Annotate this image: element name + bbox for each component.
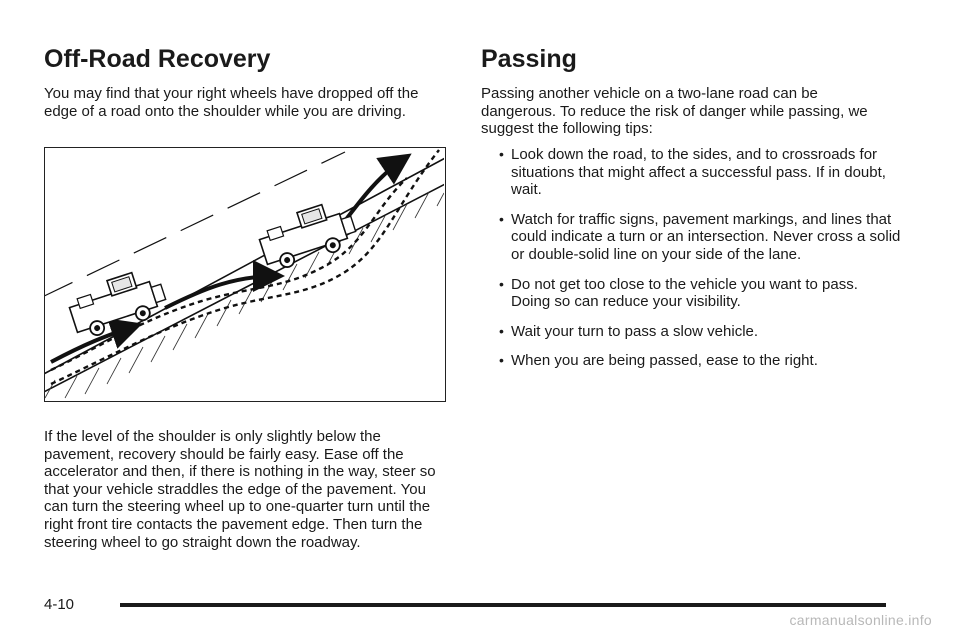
section-heading-passing: Passing [481,45,577,73]
list-item: • When you are being passed, ease to the right. [499,352,818,370]
off-road-intro-paragraph: You may find that your right wheels have dropped off the edge of a road onto the shoulder while you are driving. [44,85,419,120]
bullet-icon: • [499,322,504,339]
bullet-icon: • [499,275,504,292]
bullet-icon: • [499,352,504,369]
watermark: carmanualsonline.info [789,612,932,628]
off-road-recovery-illustration [44,147,446,402]
passing-intro-paragraph: Passing another vehicle on a two-lane road can be dangerous. To reduce the risk of danger while passing, we suggest the following tips: [481,85,868,138]
bullet-icon: • [499,146,504,162]
bullet-icon: • [499,210,504,227]
list-item: • Wait your turn to pass a slow vehicle. [499,322,759,340]
passing-tips-list [481,146,901,382]
truck-road-illustration-icon [45,148,444,400]
footer-divider [120,603,886,607]
page-number: 4-10 [44,596,75,613]
list-item: • Do not get too close to the vehicle you want to pass. Doing so can reduce your visibility. [499,275,858,311]
off-road-body-paragraph: If the level of the shoulder is only slightly below the pavement, recovery should be fairly easy. Ease off the accelerator and then, if there is nothing in the way, steer so that your vehicle straddles the edge of the pavement. You can turn the steering wheel up to one-quarter turn until the right front tire contacts the pavement edge. Then turn the steering wheel to go straight down the roadway. [44,428,436,551]
section-heading-off-road-recovery: Off-Road Recovery [44,45,271,73]
list-item: • Watch for traffic signs, pavement markings, and lines that could indicate a turn or an intersection. Never cross a solid or double-solid line on your side of the lane. [499,210,901,263]
list-item: • Look down the road, to the sides, and to crossroads for situations that might affect a successful pass. If in doubt, wait. [499,146,886,199]
